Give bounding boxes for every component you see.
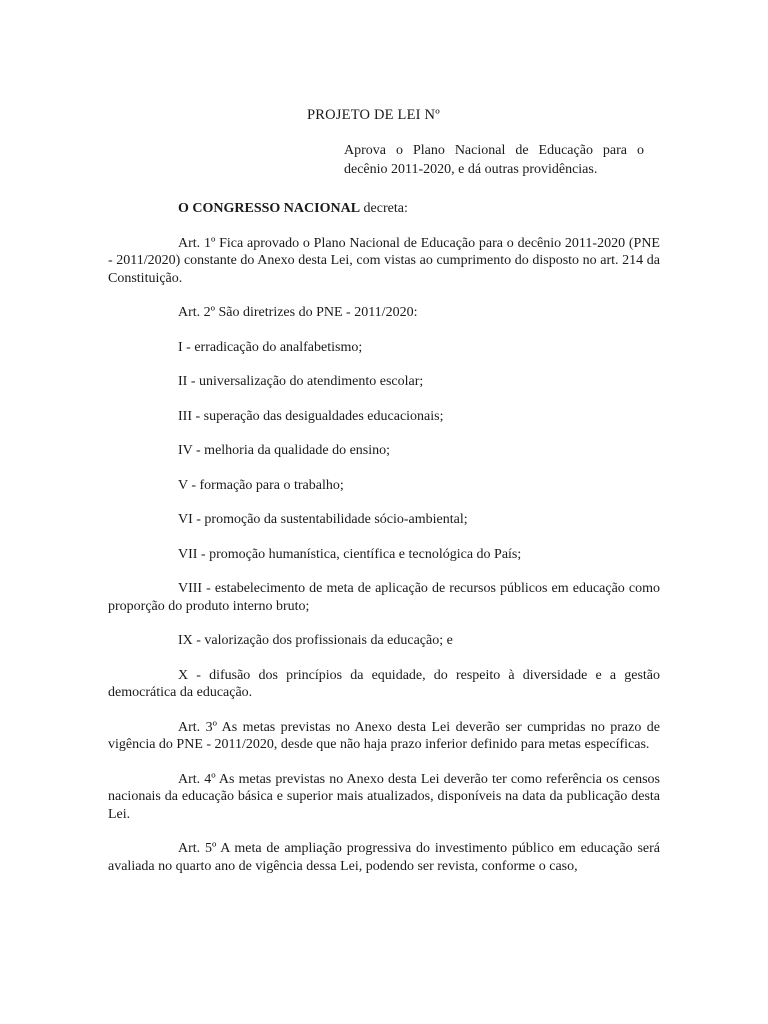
enacting-verb: decreta: (360, 201, 408, 216)
bill-summary: Aprova o Plano Nacional de Educação para o decênio 2011-2020, e dá outras providências. (344, 143, 644, 177)
guideline-item: X - difusão dos princípios da equidade, do respeito à diversidade e a gestão democrática da educação. (108, 667, 660, 700)
article-2: Art. 2º São diretrizes do PNE - 2011/2020: (178, 305, 418, 320)
guideline-item: I - erradicação do analfabetismo; (178, 339, 363, 355)
guideline-item: VIII - estabelecimento de meta de aplicação de recursos públicos em educação como proporção do produto interno bruto; (108, 581, 660, 614)
guideline-item: IX - valorização dos profissionais da educação; e (178, 633, 453, 648)
guideline-item: IV - melhoria da qualidade do ensino; (178, 443, 391, 458)
article-4: Art. 4º As metas previstas no Anexo desta Lei deverão ter como referência os censos nacionais da educação básica e superior mais atualizados, disponíveis na data da publicação desta Lei. (108, 771, 660, 822)
bill-body (108, 200, 660, 875)
guideline-item: II - universalização do atendimento escolar; (178, 374, 424, 389)
article-5: Art. 5º A meta de ampliação progressiva do investimento público em educação será avaliada no quarto ano de vigência dessa Lei, podendo ser revista, conforme o caso, (108, 841, 660, 874)
enacting-clause (108, 200, 660, 218)
article-1: Art. 1º Fica aprovado o Plano Nacional de Educação para o decênio 2011-2020 (PNE - 2011/2020) constante do Anexo desta Lei, com vistas ao cumprimento do disposto no art. 214 da Constituição. (108, 235, 660, 286)
guideline-item: V - formação para o trabalho; (178, 477, 344, 493)
guideline-item: III - superação das desigualdades educacionais; (178, 408, 444, 424)
guideline-item: VI - promoção da sustentabilidade sócio-ambiental; (178, 512, 468, 527)
guideline-item: VII - promoção humanística, científica e tecnológica do País; (178, 546, 522, 562)
article-3: Art. 3º As metas previstas no Anexo desta Lei deverão ser cumpridas no prazo de vigência do PNE - 2011/2020, desde que não haja prazo inferior definido para metas específicas. (108, 719, 660, 752)
enacting-authority: O CONGRESSO NACIONAL (178, 201, 361, 216)
bill-title: PROJETO DE LEI Nº (307, 107, 440, 123)
